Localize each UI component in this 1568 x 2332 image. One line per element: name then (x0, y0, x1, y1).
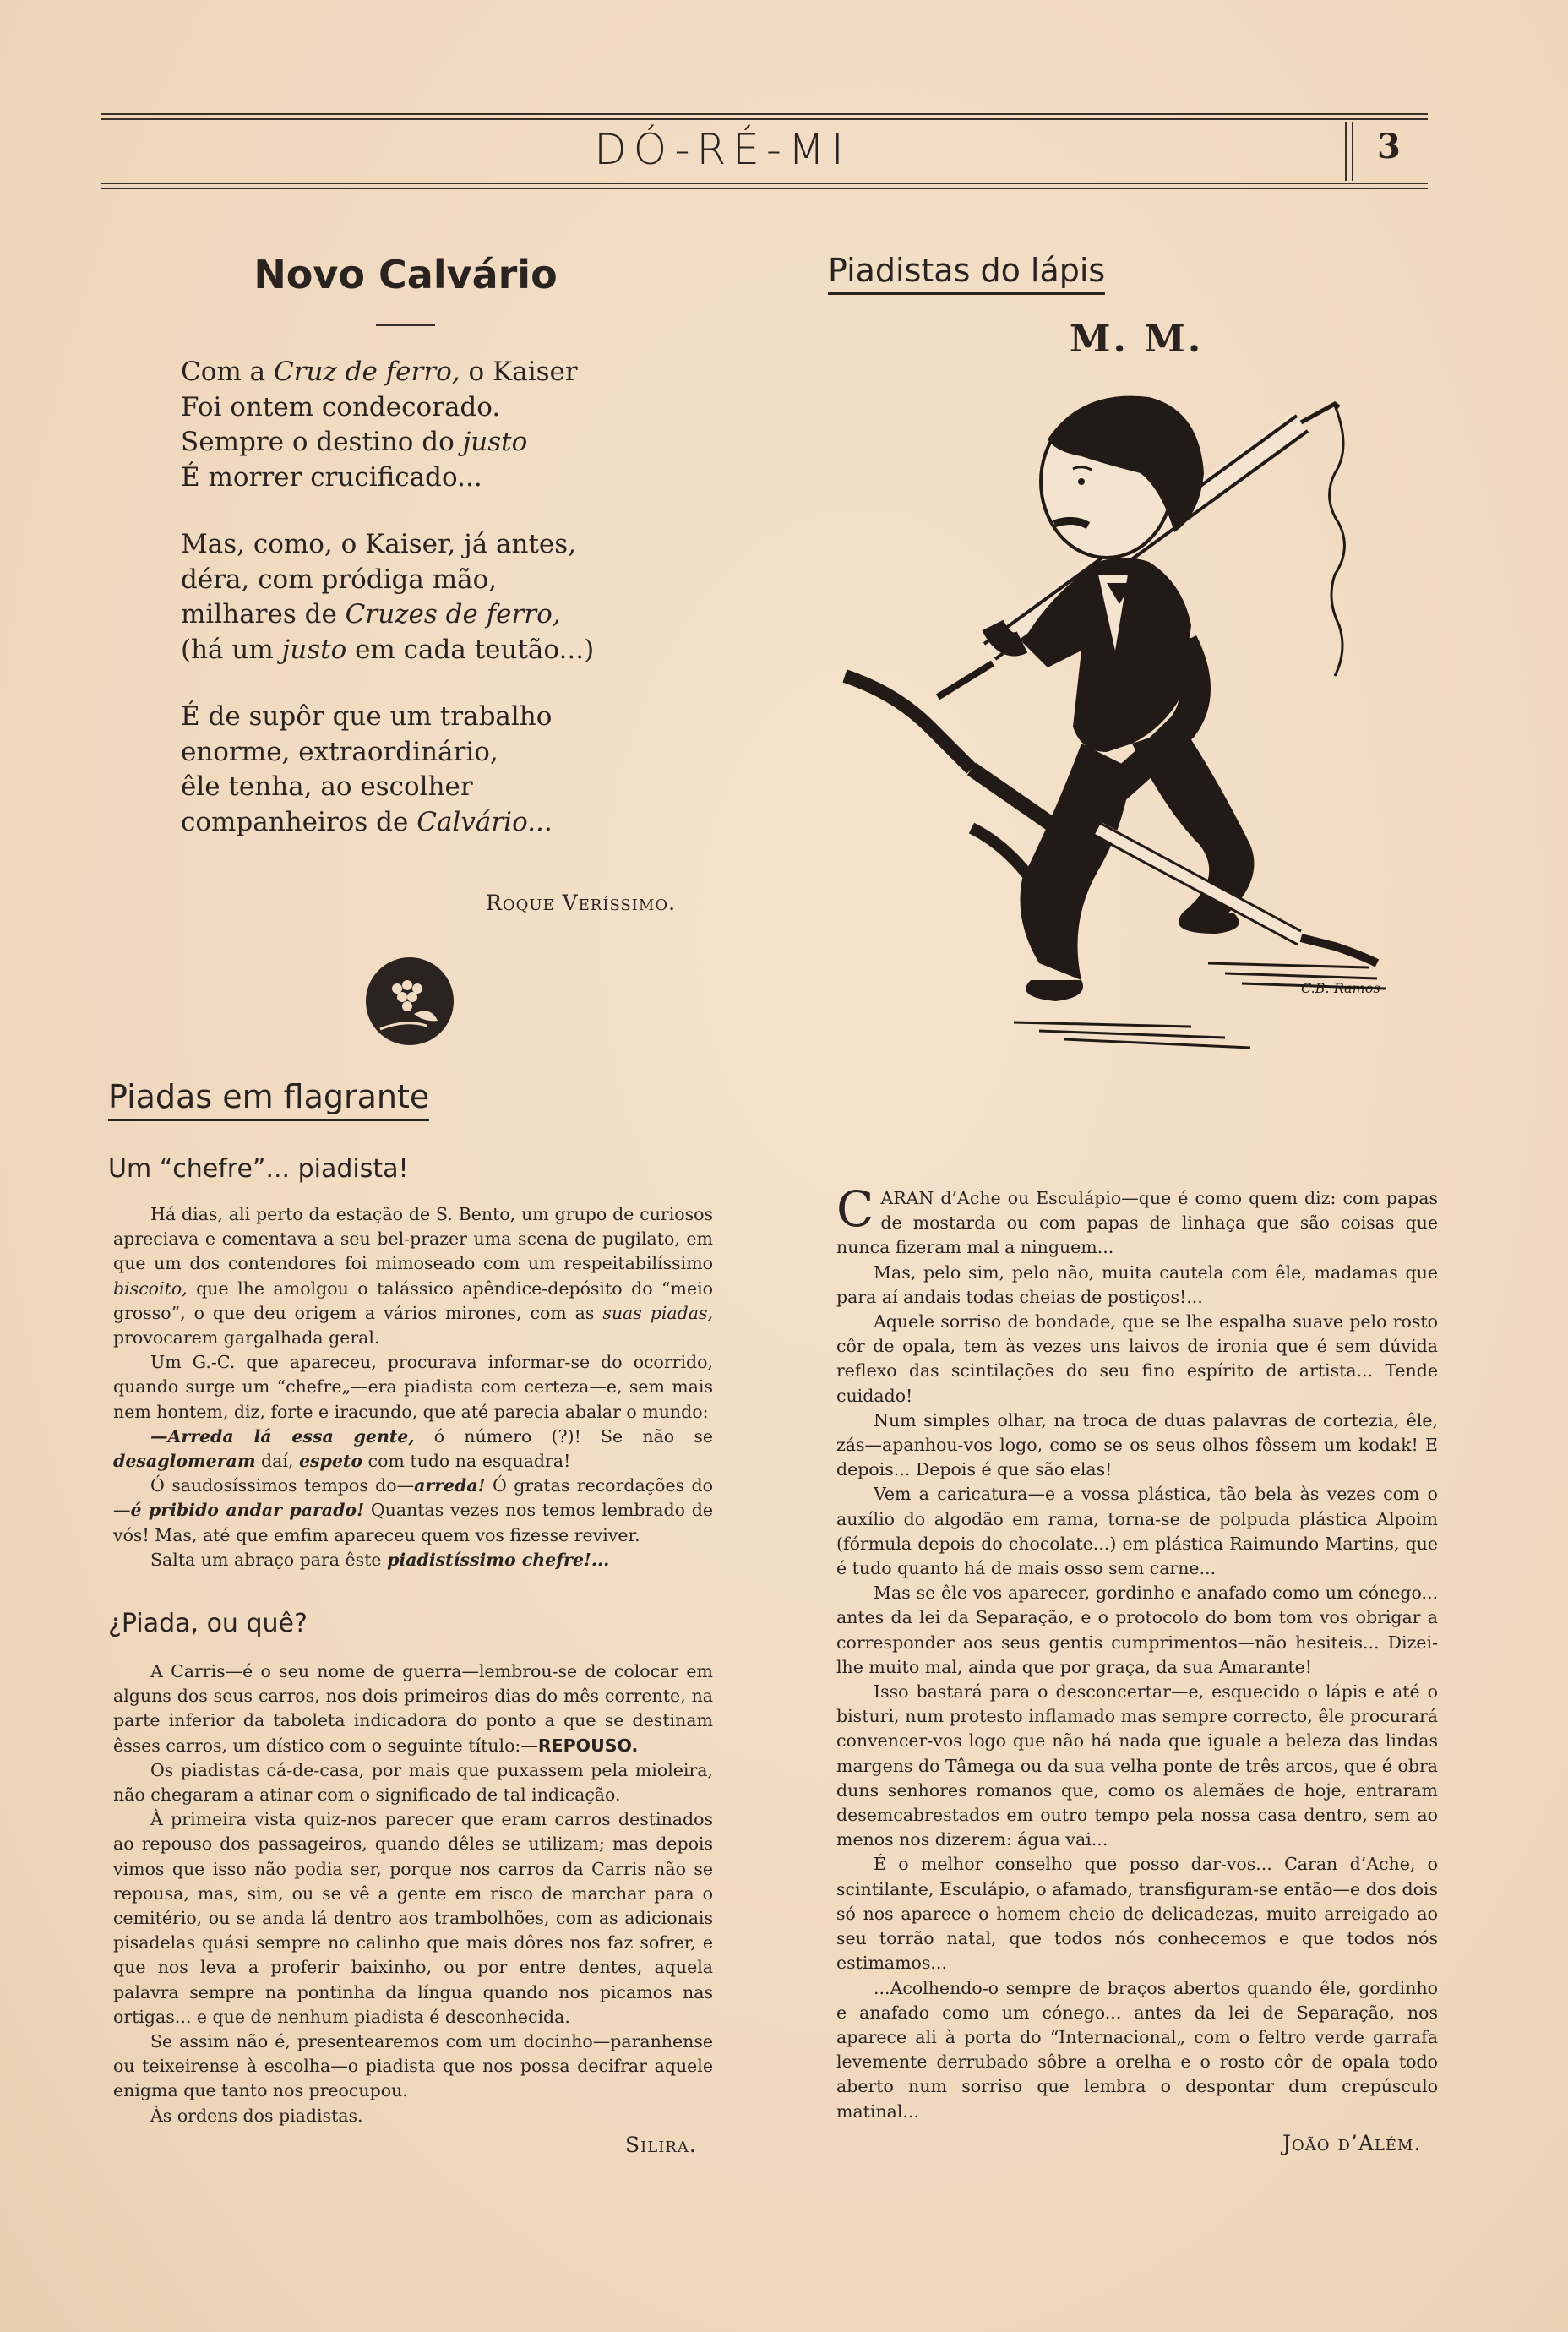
caricature-signature: C.B. Ramos (1301, 980, 1380, 996)
poem-line: déra, com pródiga mão, (181, 564, 498, 595)
paragraph: Um G.-C. que apareceu, procurava informar-se do ocorrido, quando surge um “chefre„—era piadista com certeza—e, sem mais nem hontem, diz, forte e iracundo, que até parecia abalar o mundo: (113, 1352, 713, 1422)
paragraph: Mas se êle vos aparecer, gordinho e anafado como um cónego... antes da lei da Separação, e o protocolo do bom tom vos obrigar a corresponder aos seus gentis cumprimentos—não hesiteis... Dizei-lhe muito mal, ainda que por graça, da sua Amarante! (836, 1583, 1438, 1677)
paragraph: Isso bastará para o desconcertar—e, esquecido o lápis e até o bisturi, num protesto inflamado mas sempre correcto, êle procurará convencer-vos logo que não há nada que iguale a beleza das lindas margens do Tâmega ou da sua velha ponte de três arcos, que é obra duns senhores romanos que, como os alemães de hoje, entraram desemcabrestados em outro tempo pela nossa casa dentro, sem ao menos nos dizerem: água vai... (836, 1681, 1438, 1850)
paragraph: A Carris—é o seu nome de guerra—lembrou-se de colocar em alguns dos seus carros, nos dois primeiros dias do mês corrente, na parte inferior da taboleta indicadora do ponto a que se destinam êsses carros, um dístico com o seguinte título:—REPOUSO. (113, 1661, 713, 1756)
poem-line: Sempre o destino do justo (181, 427, 528, 457)
paragraph: Salta um abraço para êste piadistíssimo chefre!... (150, 1549, 610, 1570)
paragraph: Se assim não é, presentearemos com um docinho—paranhense ou teixeirense à escolha—o piadista que nos possa decifrar aquele enigma que tanto nos preocupou. (113, 2031, 713, 2101)
article-author-silira: Silira. (625, 2133, 697, 2157)
caricature-illustration (828, 372, 1436, 1166)
paragraph: ...Acolhendo-o sempre de braços abertos quando êle, gordinho e anafado como um cónego... antes da lei de Separação, nos aparece ali à porta do “Internacional„ com o feltro verde garrafa levemente derrubado sôbre a orelha e o rosto côr de opala todo aberto num sorriso que lembra o despontar dum crepúsculo matinal... (836, 1977, 1438, 2122)
poem-line: enorme, extraordinário, (181, 736, 498, 767)
poem-title: Novo Calvário (253, 252, 558, 297)
subsection-title-piada-ou-que: ¿Piada, ou quê? (108, 1609, 308, 1638)
article-piada-ou-que (113, 1659, 713, 2128)
subsection-title-chefre: Um “chefre”... piadista! (108, 1154, 409, 1184)
page-number: 3 (1377, 127, 1401, 166)
paragraph: Aquele sorriso de bondade, que se lhe espalha suave pelo rosto côr de opala, tem às vezes uns laivos de ironia que é sem dúvida reflexo das scintilações do seu fino espírito de artista... Tende cuidado! (836, 1311, 1438, 1406)
paragraph: À primeira vista quiz-nos parecer que eram carros destinados ao repouso dos passageiros, quando dêles se utilizam; mas depois vimos que isso não podia ser, porque nos carros da Carris não se repousa, mas, sim, ou se vê a gente em risco de marchar para o cemitério, ou se anda lá dentro aos trambolhões, com as adicionais pisadelas quási sempre no calinho que mais dôres nos faz sofrer, e que nos leva a proferir baixinho, ou por entre dentes, aquela palavra sempre na pontinha da língua quando nos picamos nas ortigas... e que de nenhum piadista é desconhecida. (113, 1809, 713, 2027)
paragraph: Num simples olhar, na troca de duas palavras de cortezia, êle, zás—apanhou-vos logo, como se os seus olhos fôssem um kodak! E depois... Depois é que são elas! (836, 1409, 1438, 1480)
article-chefre (113, 1202, 713, 1572)
paragraph: —Arreda lá essa gente, ó número (?)! Se não se desaglomeram daí, espeto com tudo na esquadra! (113, 1425, 713, 1472)
poem-stanza (181, 527, 688, 667)
page-header (101, 112, 1428, 194)
header-divider (1345, 122, 1347, 181)
header-rule-bottom (101, 183, 1428, 184)
poem-author: Roque Veríssimo. (486, 891, 677, 915)
paragraph: Mas, pelo sim, pelo não, muita cautela com êle, madamas que para aí andais todas cheias de postiços!... (836, 1261, 1438, 1307)
poem-line: Com a Cruz de ferro, o Kaiser (181, 357, 578, 387)
poem-line: êle tenha, ao escolher (181, 771, 473, 802)
caricature-subject: M. M. (1069, 318, 1204, 361)
header-rule-bottom-2 (101, 188, 1428, 189)
poem-stanza (181, 355, 688, 495)
paragraph: É o melhor conselho que posso dar-vos... Caran d’Ache, o scintilante, Esculápio, o afamado, transfiguram-se então—e dos dois só nos aparece o homem cheio de delicadezas, muito arreigado ao seu torrão natal, que todos nós conhecemos e que todos nós estimamos... (836, 1854, 1438, 1974)
poem-line: É de supôr que um trabalho (181, 701, 553, 732)
poem-line: É morrer crucificado... (181, 461, 482, 493)
article-author-joao-dalem: João d’Além. (1282, 2131, 1422, 2155)
section-title-piadas-flagrante: Piadas em flagrante (108, 1078, 429, 1121)
grapes-ornament-icon (363, 955, 456, 1048)
title-rule (376, 324, 435, 326)
section-title-piadistas-lapis: Piadistas do lápis (828, 252, 1105, 295)
drop-cap: C (836, 1180, 874, 1238)
article-piadistas-lapis (836, 1180, 1438, 2124)
poem-line: Foi ontem condecorado. (181, 391, 501, 422)
poem-stanza (181, 700, 688, 840)
poem-line: Mas, como, o Kaiser, já antes, (181, 529, 577, 559)
paragraph: Os piadistas cá-de-casa, por mais que puxassem pela mioleira, não chegaram a atinar com o significado de tal indicação. (113, 1759, 713, 1806)
paragraph: CARAN d’Ache ou Esculápio—que é como quem diz: com papas de mostarda ou com papas de linhaça que são coisas que nunca fizeram mal a ninguem... (836, 1180, 1438, 1258)
paragraph: Há dias, ali perto da estação de S. Bento, um grupo de curiosos apreciava e comentava a seu bel-prazer uma scena de pugilato, em que um dos contendores foi mimoseado com um respeitabilíssimo biscoito, que lhe amolgou o talássico apêndice-depósito do “meio grosso”, o que deu origem a vários mirones, com as suas piadas, provocarem gargalhada geral. (113, 1204, 714, 1349)
paragraph: Às ordens dos piadistas. (150, 2105, 363, 2126)
paragraph: Vem a caricatura—e a vossa plástica, tão bela às vezes com o auxílio do algodão em rama, torna-se de polpuda plástica Alpoim (fórmula depois do chocolate...) em plástica Raimundo Martins, que é tudo quanto há de mais osso sem carne... (836, 1484, 1438, 1579)
poem-line: (há um justo em cada teutão...) (181, 634, 595, 665)
poem-body (181, 355, 688, 872)
header-rule-top-2 (101, 118, 1428, 120)
poem-line: companheiros de Calvário... (181, 806, 553, 837)
header-rule-top (101, 113, 1428, 115)
paragraph: Ó saudosíssimos tempos do—arreda! Ó gratas recordações do—é pribido andar parado! Quantas vezes nos temos lembrado de vós! Mas, até que emfim apareceu quem vos fizesse reviver. (113, 1475, 713, 1545)
newspaper-title: DÓ-RÉ-MI (594, 125, 851, 174)
poem-line: milhares de Cruzes de ferro, (181, 599, 561, 629)
header-divider-2 (1352, 122, 1353, 181)
